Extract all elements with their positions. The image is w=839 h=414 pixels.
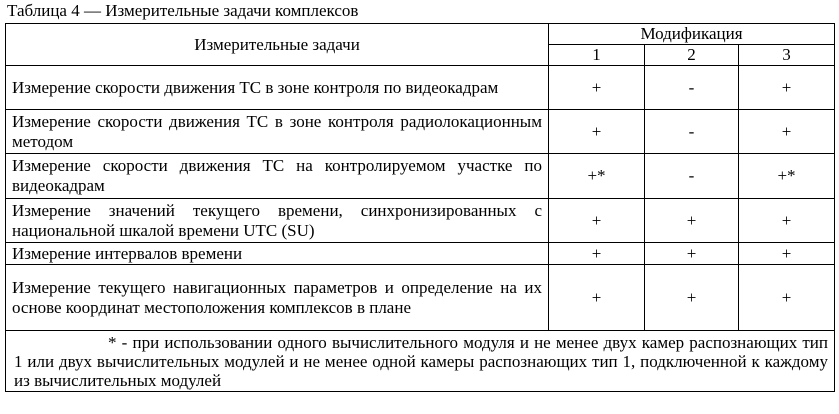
mark-cell: +: [739, 199, 835, 243]
mark-cell: +: [739, 265, 835, 331]
mark-cell: +: [549, 243, 645, 265]
mark-cell: +: [739, 110, 835, 154]
header-column-2: 2: [645, 45, 739, 66]
mark-cell: +: [739, 243, 835, 265]
header-row-top: [6, 24, 835, 45]
task-cell: Измерение скорости движения ТС в зоне контроля по видеокадрам: [6, 66, 549, 110]
footnote: * - при использовании одного вычислительного модуля и не менее двух камер распознающих тип 1 или двух вычислительных модулей и не менее одной камеры распознающих тип 1, подключенной к каждому из вычислительных модулей: [6, 331, 835, 392]
mark-cell: +*: [549, 154, 645, 199]
mark-cell: +: [549, 110, 645, 154]
table-row: [6, 199, 835, 243]
measurement-tasks-table: [5, 23, 835, 392]
mark-cell: +: [549, 199, 645, 243]
task-cell: Измерение значений текущего времени, синхронизированных с национальной шкалой времени UTC (SU): [6, 199, 549, 243]
mark-cell: +: [645, 265, 739, 331]
table-row: [6, 154, 835, 199]
task-cell: Измерение скорости движения ТС в зоне контроля радиолокационным методом: [6, 110, 549, 154]
table-row: [6, 265, 835, 331]
table-row: [6, 110, 835, 154]
task-cell: Измерение текущего навигационных параметров и определение на их основе координат местоположения комплексов в плане: [6, 265, 549, 331]
mark-cell: +: [549, 66, 645, 110]
footnote-row: [6, 331, 835, 392]
mark-cell: -: [645, 154, 739, 199]
mark-cell: -: [645, 110, 739, 154]
mark-cell: +: [549, 265, 645, 331]
mark-cell: +*: [739, 154, 835, 199]
table-row: [6, 66, 835, 110]
header-column-1: 1: [549, 45, 645, 66]
table-caption: Таблица 4 — Измерительные задачи комплексов: [7, 1, 359, 20]
mark-cell: +: [645, 243, 739, 265]
mark-cell: +: [739, 66, 835, 110]
mark-cell: +: [645, 199, 739, 243]
header-column-3: 3: [739, 45, 835, 66]
table-row: [6, 243, 835, 265]
header-modification: Модификация: [549, 24, 835, 45]
header-tasks: Измерительные задачи: [6, 24, 549, 66]
mark-cell: -: [645, 66, 739, 110]
task-cell: Измерение интервалов времени: [6, 243, 549, 265]
task-cell: Измерение скорости движения ТС на контролируемом участке по видеокадрам: [6, 154, 549, 199]
